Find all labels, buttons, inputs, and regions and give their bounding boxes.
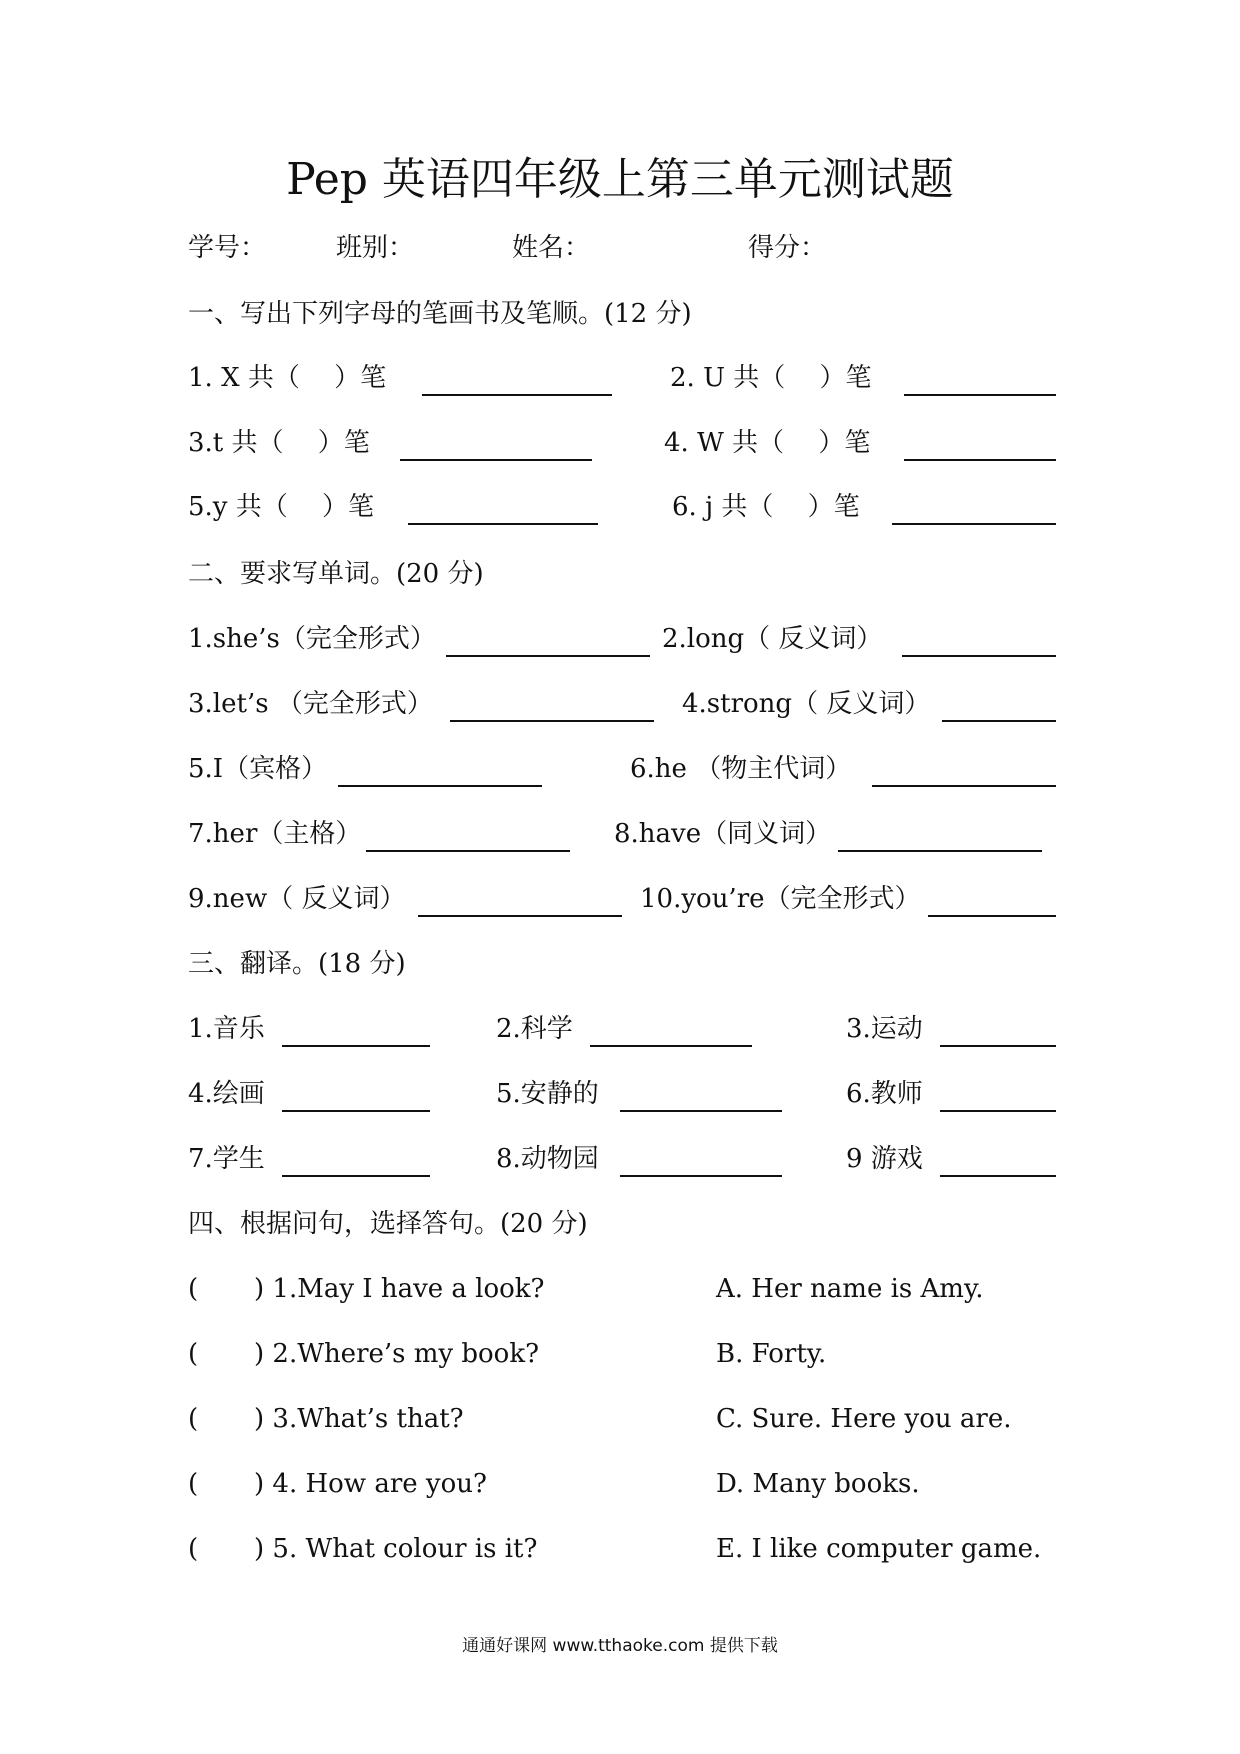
section-3-row [0,1139,1240,1179]
answer-blank[interactable] [620,1175,782,1177]
question-text: ) 3.What’s that? [254,1404,464,1434]
answer-blank[interactable] [902,655,1056,657]
question-item: 3.let’s （完全形式） [188,689,433,719]
section-3-row [0,1009,1240,1049]
question-item: 2.long（ 反义词） [662,624,883,654]
section-2-row [0,619,1240,659]
answer-blank[interactable] [940,1110,1056,1112]
answer-blank[interactable] [942,720,1056,722]
matching-row [0,1269,1240,1309]
name-label: 姓名： [512,233,591,263]
answer-paren-open[interactable]: ( [188,1404,199,1434]
answer-blank[interactable] [400,459,592,461]
question-item: 7.学生 [188,1144,265,1174]
question-item: 6. j 共（ ）笔 [672,492,860,522]
answer-option: E. I like computer game. [716,1534,1042,1564]
question-text: ) 4. How are you? [254,1469,487,1499]
section-3-row [0,1074,1240,1114]
answer-blank[interactable] [282,1110,430,1112]
answer-option: C. Sure. Here you are. [716,1404,1012,1434]
answer-blank[interactable] [872,785,1056,787]
page-title: Pep 英语四年级上第三单元测试题 [286,154,954,205]
answer-paren-open[interactable]: ( [188,1469,199,1499]
question-item: 4.strong（ 反义词） [682,689,931,719]
answer-blank[interactable] [904,459,1056,461]
answer-blank[interactable] [940,1175,1056,1177]
answer-blank[interactable] [282,1045,430,1047]
footer-credit: 通通好课网 www.tthaoke.com 提供下载 [462,1636,778,1656]
matching-row [0,1464,1240,1504]
student-info-row [0,228,1240,268]
section-2-row [0,814,1240,854]
question-item: 8.have（同义词） [614,819,832,849]
question-text: ) 5. What colour is it? [254,1534,538,1564]
answer-blank[interactable] [620,1110,782,1112]
section-2-row [0,879,1240,919]
question-item: 10.you’re（完全形式） [640,884,921,914]
answer-blank[interactable] [408,523,598,525]
answer-blank[interactable] [446,655,650,657]
question-item: 8.动物园 [496,1144,599,1174]
class-label: 班别： [336,233,415,263]
answer-blank[interactable] [904,394,1056,396]
section-2-row [0,684,1240,724]
section-1-row [0,358,1240,398]
answer-blank[interactable] [422,394,612,396]
answer-blank[interactable] [418,915,622,917]
question-item: 1. X 共（ ）笔 [188,363,387,393]
section-4-heading: 四、根据问句，选择答句。(20 分) [188,1209,588,1239]
question-item: 4. W 共（ ）笔 [664,428,871,458]
question-item: 3.t 共（ ）笔 [188,428,370,458]
question-item: 9 游戏 [846,1144,923,1174]
answer-option: D. Many books. [716,1469,920,1499]
answer-blank[interactable] [338,785,542,787]
section-2-heading: 二、要求写单词。(20 分) [188,559,484,589]
section-1-heading: 一、写出下列字母的笔画书及笔顺。(12 分) [188,299,692,329]
answer-option: A. Her name is Amy. [716,1274,984,1304]
answer-blank[interactable] [366,850,570,852]
matching-row [0,1399,1240,1439]
question-item: 1.音乐 [188,1014,265,1044]
answer-blank[interactable] [838,850,1042,852]
question-item: 4.绘画 [188,1079,265,1109]
question-item: 7.her（主格） [188,819,362,849]
score-label: 得分： [748,233,827,263]
question-item: 6.教师 [846,1079,923,1109]
answer-paren-open[interactable]: ( [188,1274,199,1304]
answer-blank[interactable] [590,1045,752,1047]
answer-blank[interactable] [928,915,1056,917]
section-1-row [0,487,1240,527]
section-2-row [0,749,1240,789]
answer-paren-open[interactable]: ( [188,1534,199,1564]
answer-blank[interactable] [940,1045,1056,1047]
question-item: 5.y 共（ ）笔 [188,492,375,522]
answer-blank[interactable] [282,1175,430,1177]
matching-row [0,1529,1240,1569]
question-text: ) 2.Where’s my book? [254,1339,540,1369]
matching-row [0,1334,1240,1374]
question-item: 2.科学 [496,1014,573,1044]
question-item: 2. U 共（ ）笔 [670,363,872,393]
answer-option: B. Forty. [716,1339,827,1369]
answer-blank[interactable] [450,720,654,722]
answer-paren-open[interactable]: ( [188,1339,199,1369]
student-no-label: 学号： [188,233,267,263]
question-item: 1.she’s（完全形式） [188,624,436,654]
question-item: 3.运动 [846,1014,923,1044]
question-item: 9.new（ 反义词） [188,884,406,914]
section-3-heading: 三、翻译。(18 分) [188,949,406,979]
question-item: 5.I（宾格） [188,754,328,784]
question-text: ) 1.May I have a look? [254,1274,545,1304]
section-1-row [0,423,1240,463]
question-item: 6.he （物主代词） [630,754,852,784]
question-item: 5.安静的 [496,1079,599,1109]
answer-blank[interactable] [892,523,1056,525]
